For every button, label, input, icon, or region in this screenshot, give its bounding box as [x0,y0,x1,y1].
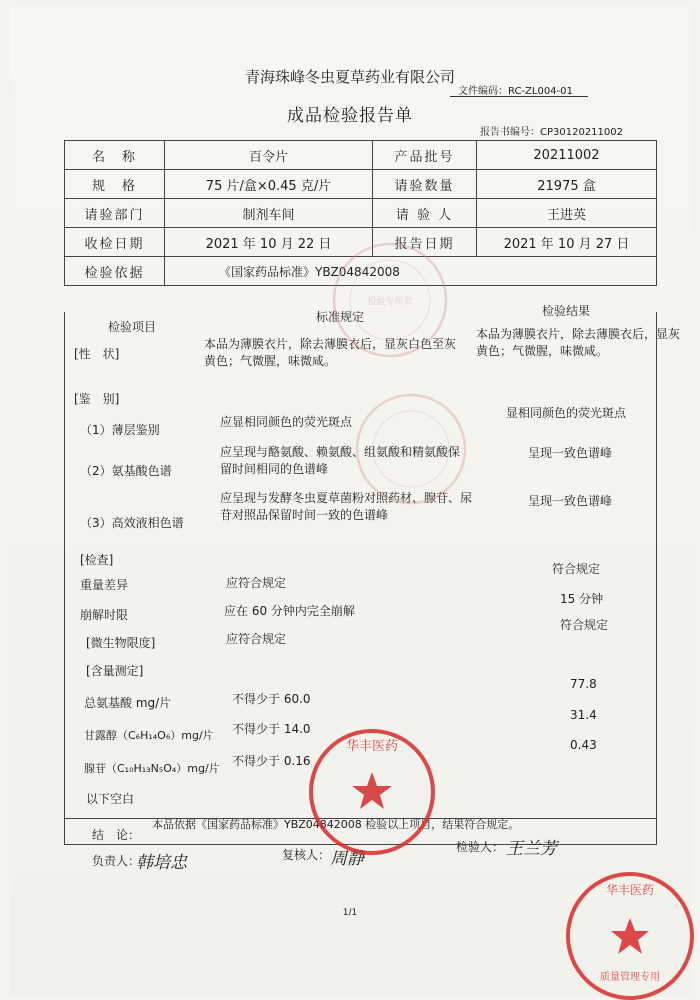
identify-result: 呈现一致色谱峰 [528,494,613,508]
responsible-label: 负责人： [92,854,141,868]
content-result: 77.8 [570,677,597,691]
content-item: 总氨基酸 mg/片 [84,696,172,710]
requester-label: 请 验 人 [373,199,477,228]
reviewer-label: 复核人： [282,848,331,862]
qty-value: 21975 盒 [477,170,657,199]
check-result: 15 分钟 [560,592,604,606]
svg-text:质量管理专用: 质量管理专用 [600,972,660,983]
svg-text:华丰医药: 华丰医药 [345,739,399,754]
identify-standard: 应呈现与发酵冬虫夏草菌粉对照药材、腺苷、尿苷对照品保留时间一致的色谱峰 [220,491,473,522]
dept-label: 请验部门 [65,199,165,228]
content-standard: 不得少于 0.16 [232,754,311,768]
report-number: 报告书编号：CP30120211002 [480,127,623,138]
inspector-label: 检验人： [456,840,505,854]
report-date-value: 2021 年 10 月 27 日 [477,228,657,257]
inspector-signature: 王兰芳 [506,839,557,859]
identify-result: 显相同颜色的荧光斑点 [506,406,627,420]
reviewer-signature: 周静 [330,849,364,869]
content-standard: 不得少于 60.0 [232,692,311,706]
check-section: [检查] [80,553,114,567]
identify-item: （1）薄层鉴别 [80,423,160,437]
identify-item: （3）高效液相色谱 [80,516,184,530]
conclusion-label: 结 论： [92,828,141,842]
requester-value: 王进英 [477,199,657,228]
micro-standard: 应符合规定 [226,632,287,646]
batch-label: 产品批号 [373,141,477,170]
receive-date-label: 收检日期 [65,228,165,257]
traits-result: 本品为薄膜衣片，除去薄膜衣后，显灰黄色；气微腥，味微咸。 [476,327,681,358]
check-item: 崩解时限 [80,608,129,622]
traits-standard: 本品为薄膜衣片，除去薄膜衣后，显灰白色至灰黄色；气微腥，味微咸。 [204,337,457,368]
micro-item: [微生物限度] [86,636,156,650]
check-standard: 应符合规定 [226,576,287,590]
content-section: [含量测定] [86,664,144,678]
report-date-label: 报告日期 [373,228,477,257]
file-number: 文件编码：RC-ZL004-01 [458,86,573,97]
conclusion-text: 本品依据《国家药品标准》YBZ04842008 检验以上项目，结果符合规定。 [152,818,520,831]
svg-text:检验专用章: 检验专用章 [367,297,413,307]
content-standard: 不得少于 14.0 [232,722,311,736]
check-result: 符合规定 [552,562,601,576]
svg-text:华丰医药: 华丰医药 [605,883,655,897]
check-standard: 应在 60 分钟内完全崩解 [224,604,355,618]
spec-label: 规 格 [65,170,165,199]
company-name: 青海珠峰冬虫夏草药业有限公司 [244,68,455,86]
info-table [64,140,657,286]
responsible-signature: 韩培忠 [136,853,187,873]
page-number: 1/1 [342,908,358,918]
identify-item: （2）氨基酸色谱 [80,464,172,478]
col-result-header: 检验结果 [542,304,591,318]
batch-value: 20211002 [477,141,657,170]
dept-value: 制剂车间 [165,199,373,228]
name-value: 百令片 [165,141,373,170]
identify-standard: 应显相同颜色的荧光斑点 [220,415,353,429]
check-item: 重量差异 [80,578,129,592]
traits-section: [性 状] [74,347,120,361]
identify-result: 呈现一致色谱峰 [528,446,613,460]
basis-label: 检验依据 [65,257,165,286]
col-item-header: 检验项目 [108,320,157,334]
col-standard-header: 标准规定 [316,310,365,324]
identify-section: [鉴 别] [74,392,120,406]
content-result: 0.43 [570,738,597,752]
content-item: 甘露醇（C₆H₁₄O₆）mg/片 [84,729,214,742]
name-label: 名 称 [65,141,165,170]
qty-label: 请验数量 [373,170,477,199]
content-result: 31.4 [570,708,597,722]
content-item: 腺苷（C₁₀H₁₃N₅O₄）mg/片 [84,762,220,775]
header-rule [450,96,588,97]
receive-date-value: 2021 年 10 月 22 日 [165,228,373,257]
identify-standard: 应呈现与酪氨酸、赖氨酸、组氨酸和精氨酸保留时间相同的色谱峰 [220,445,461,476]
blank-note: 以下空白 [86,792,135,806]
spec-value: 75 片/盒×0.45 克/片 [165,170,373,199]
basis-value: 《国家药品标准》YBZ04842008 [165,257,657,286]
document-title: 成品检验报告单 [287,106,413,126]
micro-result: 符合规定 [560,618,609,632]
